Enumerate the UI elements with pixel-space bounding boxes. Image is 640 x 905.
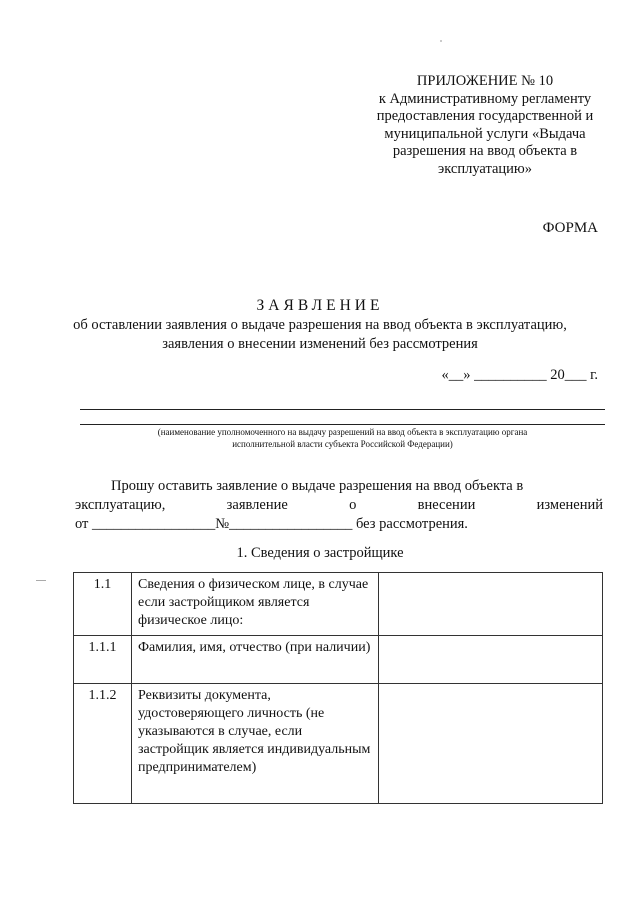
- developer-info-table: [73, 572, 603, 804]
- form-label: ФОРМА: [542, 220, 598, 236]
- caption-line: (наименование уполномоченного на выдачу разрешений на ввод объекта в эксплуатацию органа: [157, 427, 528, 437]
- row-number: 1.1.1: [74, 636, 132, 684]
- date-field[interactable]: «__» __________ 20___ г.: [441, 367, 598, 383]
- appendix-header: [360, 73, 610, 178]
- authority-fill-line-1[interactable]: [80, 409, 605, 410]
- row-description: Фамилия, имя, отчество (при наличии): [132, 636, 379, 684]
- request-line-1: Прошу оставить заявление о выдаче разрешения на ввод объекта в: [111, 478, 524, 494]
- appendix-line: ПРИЛОЖЕНИЕ № 10: [416, 73, 554, 89]
- row-description: Реквизиты документа, удостоверяющего личность (не указываются в случае, если застройщик является индивидуальным предпринимателем): [132, 684, 379, 804]
- subtitle-line: об оставлении заявления о выдаче разрешения на ввод объекта в эксплуатацию,: [73, 317, 567, 333]
- row-number: 1.1: [74, 573, 132, 636]
- request-line-2: эксплуатацию, заявление о внесении изменений: [75, 497, 603, 513]
- row-value-cell[interactable]: [379, 684, 603, 804]
- authority-caption: [80, 426, 605, 450]
- caption-line: исполнительной власти субъекта Российской Федерации): [232, 439, 453, 449]
- scan-dot: [440, 40, 442, 42]
- subtitle-line: заявления о внесении изменений без рассмотрения: [162, 336, 478, 352]
- row-description: Сведения о физическом лице, в случае если застройщиком является физическое лицо:: [132, 573, 379, 636]
- scan-mark: [36, 580, 46, 581]
- appendix-line: муниципальной услуги «Выдача: [384, 125, 586, 142]
- request-line-3[interactable]: от _________________№_________________ без рассмотрения.: [75, 516, 468, 532]
- table-row: [74, 573, 603, 636]
- appendix-line: к Административному регламенту: [378, 90, 592, 107]
- appendix-line: эксплуатацию»: [437, 160, 532, 177]
- row-value-cell[interactable]: [379, 636, 603, 684]
- table-row: [74, 636, 603, 684]
- table-row: [74, 684, 603, 804]
- row-value-cell[interactable]: [379, 573, 603, 636]
- document-subtitle: [40, 316, 600, 354]
- section-title: 1. Сведения о застройщике: [236, 545, 404, 561]
- row-number: 1.1.2: [74, 684, 132, 804]
- authority-fill-line-2[interactable]: [80, 424, 605, 425]
- document-title: ЗАЯВЛЕНИЕ: [256, 297, 384, 314]
- appendix-line: разрешения на ввод объекта в: [392, 143, 578, 159]
- appendix-line: предоставления государственной и: [376, 108, 594, 124]
